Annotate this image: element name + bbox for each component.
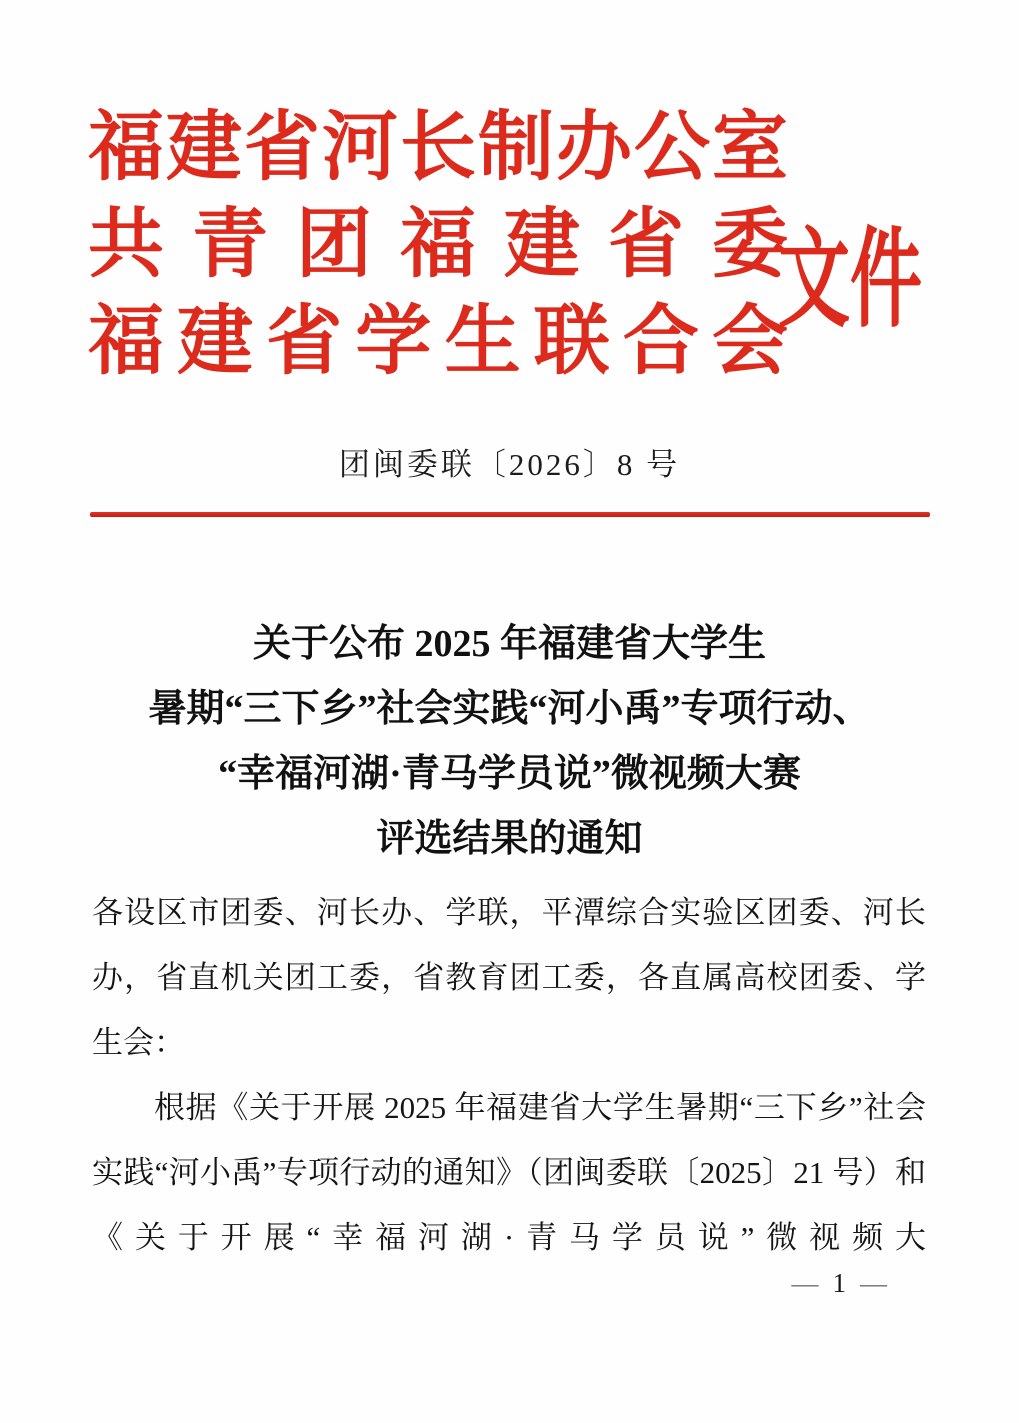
document-body (92, 880, 926, 1270)
title-line-1: 关于公布 2025 年福建省大学生 (252, 623, 766, 665)
title-line-3: “幸福河湖·青马学员说”微视频大赛 (218, 753, 801, 795)
org-line-youth-league-committee: 共青团福建省委 (88, 203, 788, 287)
document-title (50, 612, 969, 872)
issuing-organizations (88, 100, 788, 391)
page-number-dash-left: — (791, 1268, 819, 1298)
page-number: 1 (832, 1268, 846, 1298)
page-number-dash-right: — (860, 1268, 887, 1298)
title-line-4: 评选结果的通知 (376, 818, 643, 860)
org-line-student-federation: 福建省学生联合会 (88, 300, 788, 384)
document-type-label: 文件 (778, 220, 923, 341)
letterhead-divider (90, 512, 930, 517)
addressees-paragraph: 各设区市团委、河长办、学联，平潭综合实验区团委、河长办，省直机关团工委，省教育团工委，各直属高校团委、学生会： (92, 895, 926, 1060)
title-line-2: 暑期“三下乡”社会实践“河小禹”专项行动、 (148, 688, 871, 730)
letterhead (88, 100, 931, 391)
document-reference-number: 团闽委联〔2026〕8 号 (338, 447, 681, 482)
page-number-footer (778, 1262, 902, 1304)
basis-paragraph: 根据《关于开展 2025 年福建省大学生暑期“三下乡”社会实践“河小禹”专项行动的通知》（团闽委联〔2025〕21 号）和《关于开展“幸福河湖·青马学员说”微视频大 (92, 1090, 926, 1255)
org-line-river-chief-office: 福建省河长制办公室 (88, 106, 788, 190)
